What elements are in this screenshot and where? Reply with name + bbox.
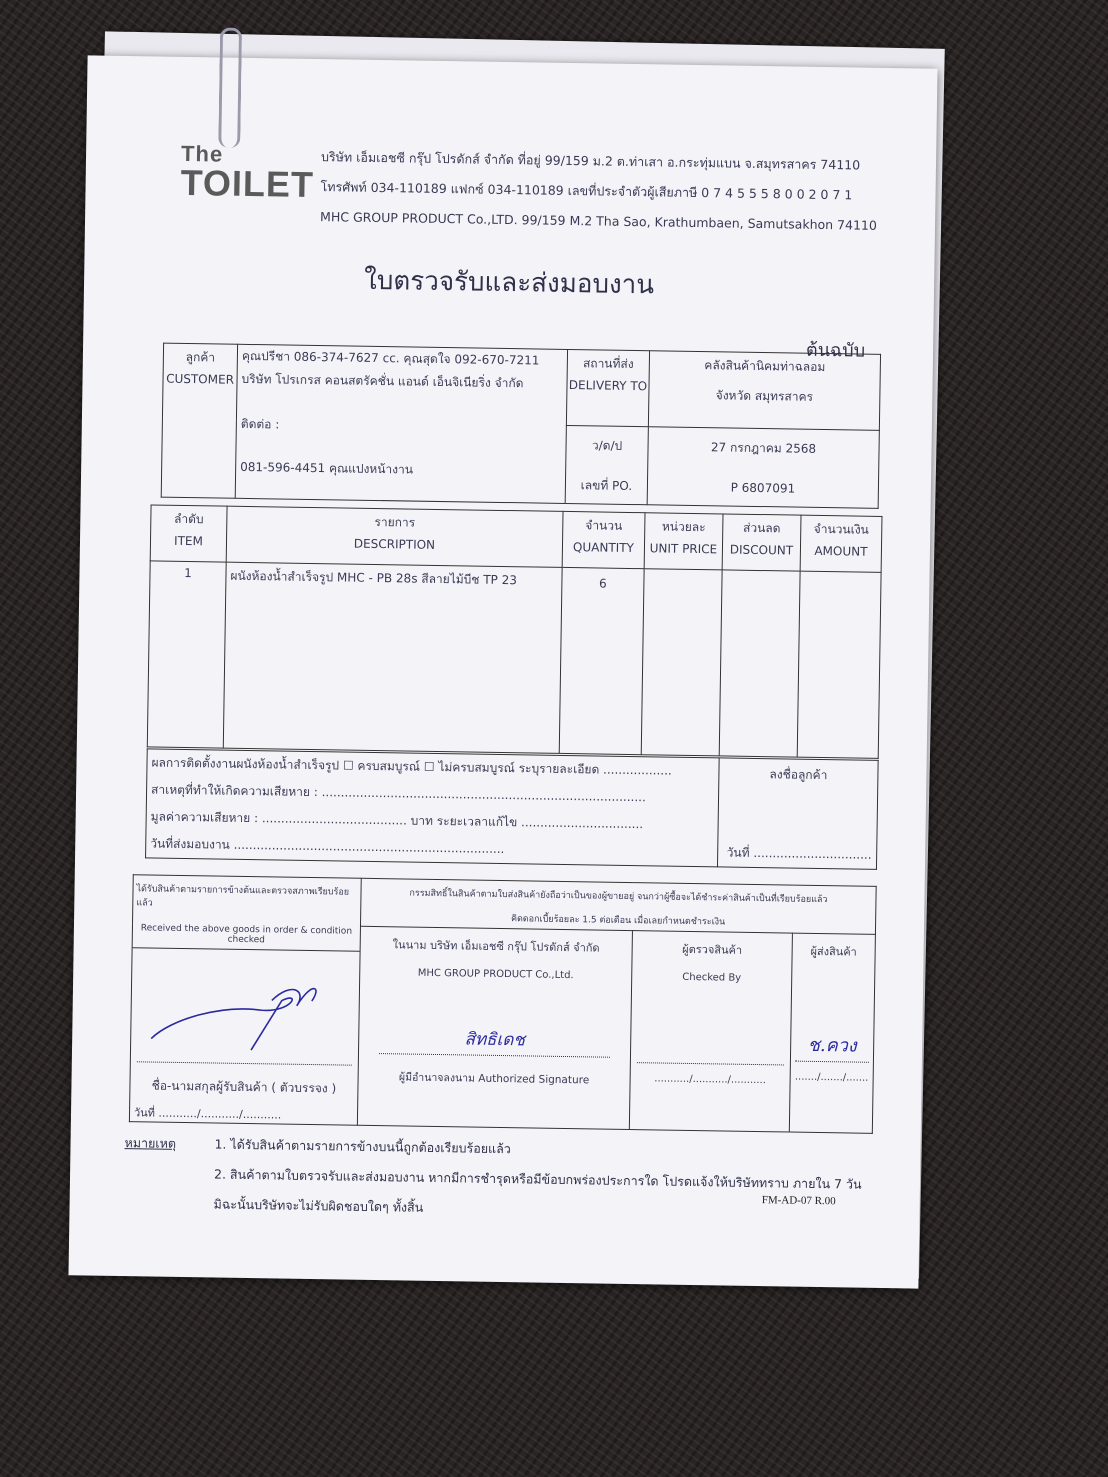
- received-th: ได้รับสินค้าตามรายการข้างต้นและตรวจสภาพเรียบร้อยแล้ว: [136, 884, 350, 909]
- sender-handwritten: ช.ควง: [807, 1034, 857, 1057]
- delivery-label-en: DELIVERY TO: [568, 377, 648, 394]
- row-quantity: 6: [559, 567, 644, 754]
- on-behalf-th: ในนาม บริษัท เอ็มเอชซี กรุ๊ป โปรดักส์ จำกัด: [392, 938, 600, 955]
- header-unit-th: หน่วยละ: [661, 519, 706, 535]
- note-2: 2. สินค้าตามใบตรวจรับและส่งมอบงาน หากมีการชำรุดหรือมีข้อบกพร่องประการใด โปรดแจ้งให้บริษัททราบ ภายใน 7 วัน: [213, 1166, 862, 1192]
- header-item-th: ลำดับ: [173, 511, 204, 527]
- on-behalf-en: MHC GROUP PRODUCT Co.,Ltd.: [417, 967, 574, 982]
- header-discount-en: DISCOUNT: [729, 542, 794, 558]
- ownership-line-1: กรรมสิทธิ์ในสินค้าตามใบส่งสินค้ายังถือว่าเป็นของผู้ขายอยู่ จนกว่าผู้ซื้อจะได้ชำระค่าสินค้าเป็นที่เรียบร้อยแล้ว: [409, 888, 828, 906]
- authorized-handwritten: สิทธิเดช: [464, 1029, 526, 1051]
- contact-label: ติดต่อ :: [240, 416, 280, 432]
- date-value: 27 กรกฎาคม 2568: [710, 440, 817, 456]
- header-desc-en: DESCRIPTION: [353, 536, 436, 552]
- customer-line-2: บริษัท โปรเกรส คอนสตรัคชั่น แอนด์ เอ็นจิเนียริ่ง จำกัด: [241, 371, 524, 391]
- header-qty-th: จำนวน: [585, 518, 623, 533]
- customer-sign-date: วันที่ ...............................: [726, 845, 872, 862]
- table-row: [147, 561, 881, 758]
- document-title: ใบตรวจรับและส่งมอบงาน: [363, 265, 655, 301]
- ownership-line-2: คิดดอกเบี้ยร้อยละ 1.5 ต่อเดือน เมื่อเลยกำหนดชำระเงิน: [510, 914, 726, 928]
- po-label: เลขที่ PO.: [580, 478, 633, 494]
- header-amount-th: จำนวนเงิน: [813, 521, 869, 537]
- header-discount-th: ส่วนลด: [742, 520, 781, 536]
- header-desc-th: รายการ: [374, 514, 416, 530]
- delivery-label-th: สถานที่ส่ง: [582, 356, 634, 372]
- delivery-place-2: จังหวัด สมุทรสาคร: [715, 388, 814, 404]
- contact-value: 081-596-4451 คุณแปงหน้างาน: [240, 459, 414, 477]
- checker-label-en: Checked By: [682, 971, 742, 984]
- company-address-th: บริษัท เอ็มเอชซี กรุ๊ป โปรดักส์ จำกัด ที่อยู่ 99/159 ม.2 ต.ท่าเสา อ.กระทุ่มแบน จ.สมุทรสาคร 74110: [320, 149, 861, 173]
- date-label: ว/ด/ป: [591, 438, 623, 453]
- form-code: FM-AD-07 R.00: [761, 1194, 836, 1208]
- delivery-document: [68, 55, 937, 1288]
- result-line-1: ผลการติดตั้งงานผนังห้องน้ำสำเร็จรูป ☐ ครบสมบูรณ์ ☐ ไม่ครบสมบูรณ์ ระบุรายละเอียด ..................: [151, 755, 672, 778]
- note-1: 1. ได้รับสินค้าตามรายการข้างบนนี้ถูกต้องเรียบร้อยแล้ว: [214, 1136, 511, 1157]
- header-item-en: ITEM: [174, 533, 204, 549]
- receiver-name-label: ชื่อ-นามสกุลผู้รับสินค้า ( ตัวบรรจง ): [151, 1078, 337, 1096]
- authorized-signature-label: ผู้มีอำนาจลงนาม Authorized Signature: [398, 1071, 590, 1087]
- checker-label-th: ผู้ตรวจสินค้า: [682, 942, 743, 957]
- checker-date: .........../.........../...........: [654, 1073, 767, 1087]
- header-amount-en: AMOUNT: [814, 543, 868, 559]
- result-line-3: มูลค่าความเสียหาย : ...................................... บาท ระยะเวลาแก้ไข ................................: [150, 809, 644, 832]
- customer-label-th: ลูกค้า: [185, 349, 216, 365]
- installation-result-box: [145, 748, 879, 869]
- header-unit-en: UNIT PRICE: [649, 541, 718, 557]
- customer-line-1: คุณปรีชา 086-374-7627 cc. คุณสุดใจ 092-670-7211: [241, 348, 540, 368]
- customer-box: [161, 343, 881, 509]
- sender-label-th: ผู้ส่งสินค้า: [810, 944, 857, 959]
- customer-label-en: CUSTOMER: [166, 371, 235, 387]
- received-en: Received the above goods in order & condition checked: [133, 909, 361, 952]
- logo-toilet: TOILET: [180, 161, 315, 205]
- header-qty-en: QUANTITY: [572, 540, 635, 556]
- original-copy-label: ต้นฉบับ: [805, 339, 866, 362]
- row-description: ผนังห้องน้ำสำเร็จรูป MHC - PB 28s สีลายไม้บีช TP 23: [223, 562, 562, 753]
- note-3: มิฉะนั้นบริษัทจะไม่รับผิดชอบใดๆ ทั้งสิ้น: [213, 1196, 424, 1215]
- receiver-date: วันที่ .........../.........../...........: [133, 1106, 282, 1122]
- row-unit-price: [641, 569, 722, 756]
- row-item: 1: [147, 561, 226, 748]
- company-logo: [180, 140, 315, 215]
- result-line-2: สาเหตุที่ทำให้เกิดความเสียหาย : .....................................................................................: [151, 782, 646, 805]
- delivery-place-1: คลังสินค้านิคมท่าฉลอม: [704, 358, 826, 375]
- company-phone-tax: โทรศัพท์ 034-110189 แฟกซ์ 034-110189 เลขที่ประจำตัวผู้เสียภาษี 0 7 4 5 5 5 8 0 0 2 0 7 1: [320, 179, 853, 203]
- po-value: P 6807091: [730, 480, 796, 496]
- row-discount: [719, 570, 800, 757]
- signoff-box: [129, 874, 877, 1134]
- sender-date: ......./......./.......: [794, 1071, 869, 1084]
- paper-clip-icon: [218, 27, 242, 147]
- row-amount: [797, 571, 881, 758]
- result-line-4: วันที่ส่งมอบงาน .......................................................................: [150, 836, 505, 857]
- logo-the: The: [180, 140, 224, 167]
- customer-sign-label: ลงชื่อลูกค้า: [769, 767, 828, 783]
- receiver-signature: [131, 948, 353, 1061]
- company-address-en: MHC GROUP PRODUCT Co.,LTD. 99/159 M.2 Tha Sao, Krathumbaen, Samutsakhon 74110: [320, 209, 877, 233]
- items-table: [147, 504, 883, 758]
- notes-section: [123, 1128, 862, 1230]
- notes-label: หมายเหตุ: [124, 1135, 177, 1151]
